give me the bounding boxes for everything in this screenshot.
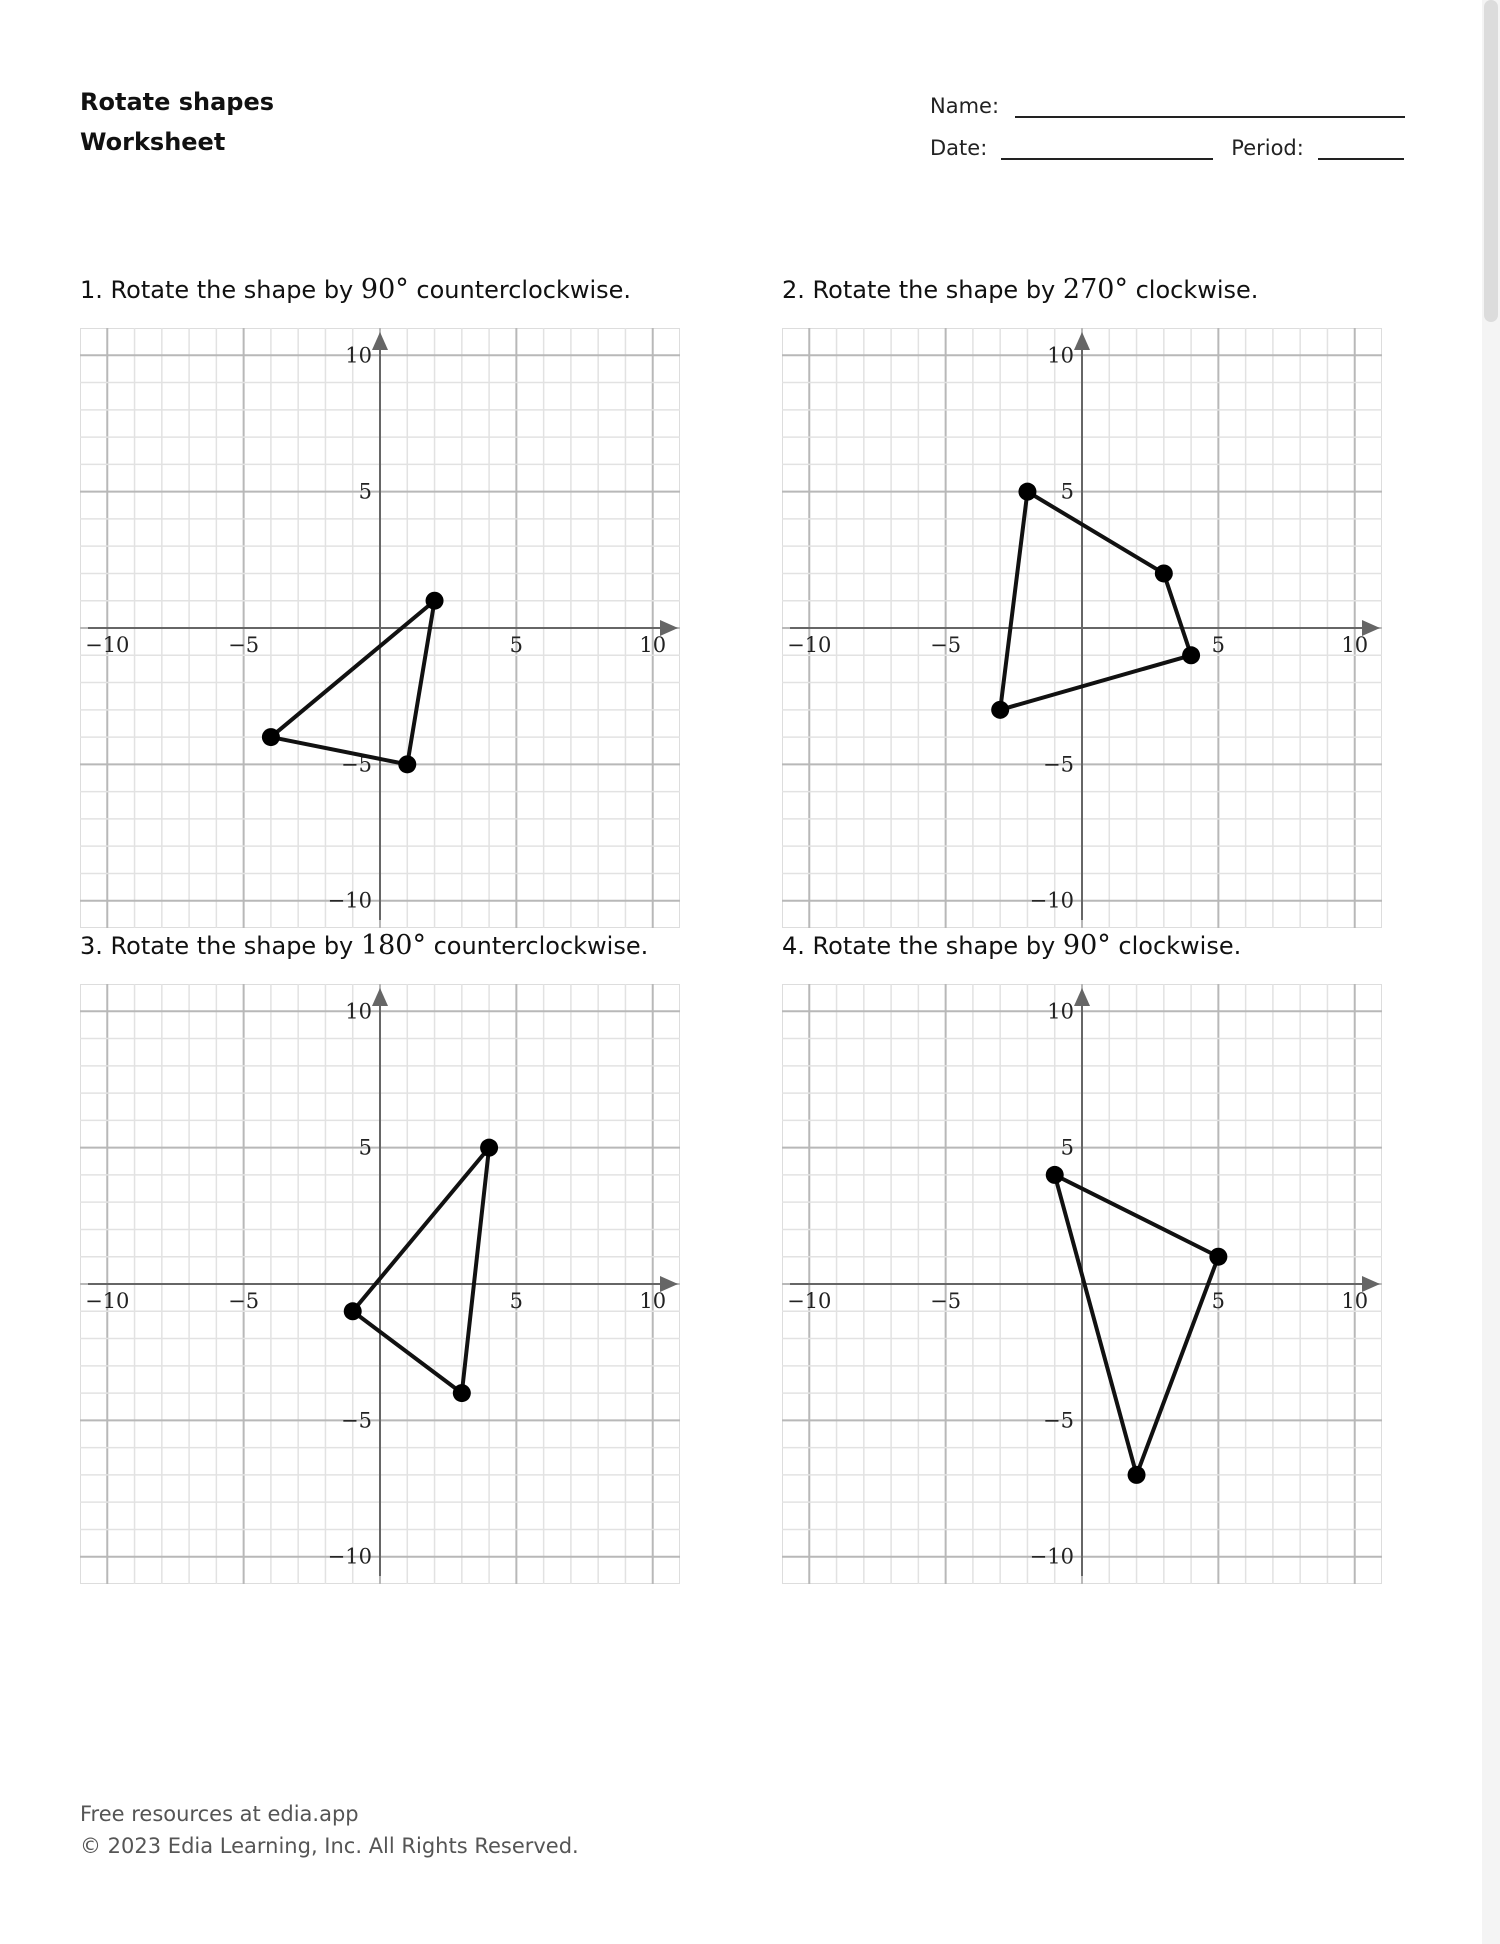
problem-2-prompt — [782, 274, 1258, 306]
graph-svg — [782, 984, 1382, 1584]
problem-4-prompt — [782, 930, 1241, 962]
title-line-1: Rotate shapes — [80, 88, 275, 116]
graph-svg — [80, 984, 680, 1584]
period-label: Period: — [1231, 136, 1304, 160]
problem-text: Rotate the shape by — [110, 276, 354, 304]
graph-svg — [80, 328, 680, 928]
shape-vertex-point — [344, 1302, 362, 1320]
y-tick-label: 10 — [345, 999, 372, 1024]
name-blank-line[interactable] — [1015, 96, 1405, 118]
problem-3-prompt — [80, 930, 648, 962]
period-blank-line[interactable] — [1318, 138, 1404, 160]
x-tick-label: 10 — [639, 1289, 667, 1313]
name-label: Name: — [930, 94, 1000, 118]
y-tick-label: −10 — [1029, 888, 1074, 913]
x-tick-label: 5 — [1211, 633, 1226, 657]
x-tick-label: −10 — [787, 1289, 832, 1313]
y-tick-label: −5 — [341, 1408, 372, 1433]
title-line-2: Worksheet — [80, 128, 226, 156]
x-tick-label: 5 — [1211, 1289, 1226, 1313]
y-tick-label: −5 — [1043, 752, 1074, 777]
x-tick-label: −5 — [228, 633, 260, 657]
y-tick-label: −10 — [327, 888, 372, 913]
x-tick-label: 10 — [1341, 633, 1369, 657]
problem-text: Rotate the shape by — [110, 932, 354, 960]
date-period-row — [930, 130, 1404, 160]
shape-vertex-point — [1018, 483, 1036, 501]
y-tick-label: 5 — [358, 479, 372, 504]
y-tick-label: 5 — [1060, 479, 1074, 504]
scrollbar-thumb[interactable] — [1484, 0, 1498, 322]
x-tick-label: −5 — [228, 1289, 260, 1313]
worksheet-title — [80, 82, 274, 162]
y-tick-label: 5 — [358, 1135, 372, 1160]
shape-vertex-point — [1128, 1466, 1146, 1484]
footer-resources: Free resources at edia.app — [80, 1802, 359, 1826]
y-tick-label: 10 — [345, 343, 372, 368]
y-tick-label: 10 — [1047, 343, 1074, 368]
problem-number: 3. — [80, 932, 103, 960]
coordinate-graph-2 — [782, 328, 1382, 928]
rotation-direction: clockwise. — [1118, 932, 1242, 960]
shape-vertex-point — [480, 1139, 498, 1157]
rotation-angle: 90° — [1062, 930, 1111, 961]
x-tick-label: −10 — [85, 633, 130, 657]
rotation-angle: 180° — [360, 930, 426, 961]
coordinate-graph-1 — [80, 328, 680, 928]
problem-number: 4. — [782, 932, 805, 960]
date-blank-line[interactable] — [1001, 138, 1213, 160]
x-tick-label: −10 — [85, 1289, 130, 1313]
y-tick-label: −10 — [327, 1544, 372, 1569]
y-tick-label: 10 — [1047, 999, 1074, 1024]
rotation-direction: clockwise. — [1135, 276, 1259, 304]
name-row — [930, 88, 1405, 118]
page-scrollbar[interactable] — [1482, 0, 1500, 1944]
coordinate-graph-3 — [80, 984, 680, 1584]
date-label: Date: — [930, 136, 988, 160]
problem-1-prompt — [80, 274, 631, 306]
shape-vertex-point — [453, 1384, 471, 1402]
coordinate-graph-4 — [782, 984, 1382, 1584]
footer-copyright: © 2023 Edia Learning, Inc. All Rights Reserved. — [80, 1834, 579, 1858]
x-tick-label: −10 — [787, 633, 832, 657]
y-tick-label: 5 — [1060, 1135, 1074, 1160]
shape-vertex-point — [426, 592, 444, 610]
problem-text: Rotate the shape by — [812, 276, 1056, 304]
problem-number: 1. — [80, 276, 103, 304]
shape-vertex-point — [1209, 1248, 1227, 1266]
problem-number: 2. — [782, 276, 805, 304]
x-tick-label: −5 — [930, 633, 962, 657]
x-tick-label: 10 — [639, 633, 667, 657]
graph-svg — [782, 328, 1382, 928]
shape-vertex-point — [398, 755, 416, 773]
y-tick-label: −5 — [1043, 1408, 1074, 1433]
rotation-angle: 90° — [360, 274, 409, 305]
rotation-angle: 270° — [1062, 274, 1128, 305]
shape-vertex-point — [1182, 646, 1200, 664]
x-tick-label: 5 — [509, 1289, 524, 1313]
shape-vertex-point — [991, 701, 1009, 719]
problem-text: Rotate the shape by — [812, 932, 1056, 960]
y-tick-label: −5 — [341, 752, 372, 777]
footer — [80, 1798, 579, 1862]
shape-vertex-point — [1155, 564, 1173, 582]
rotation-direction: counterclockwise. — [416, 276, 632, 304]
shape-vertex-point — [1046, 1166, 1064, 1184]
x-tick-label: 5 — [509, 633, 524, 657]
shape-vertex-point — [262, 728, 280, 746]
x-tick-label: 10 — [1341, 1289, 1369, 1313]
x-tick-label: −5 — [930, 1289, 962, 1313]
rotation-direction: counterclockwise. — [433, 932, 649, 960]
y-tick-label: −10 — [1029, 1544, 1074, 1569]
